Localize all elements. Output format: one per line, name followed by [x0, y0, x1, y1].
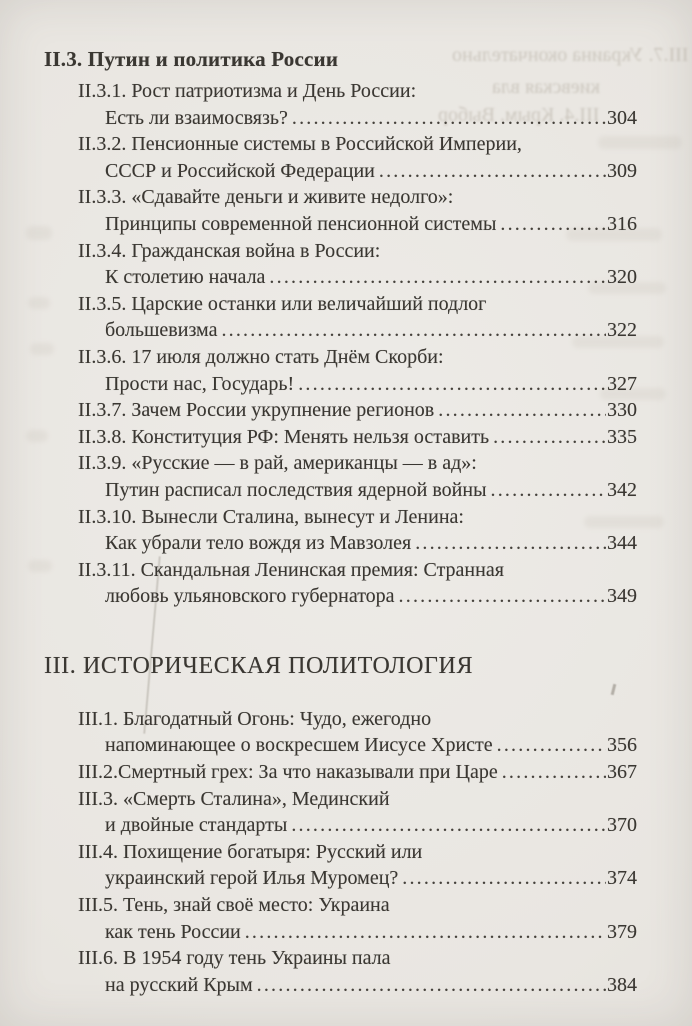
toc-entry-line: [44, 78, 637, 105]
toc-entry-title: напоминающее о воскресшем Иисусе Христе: [105, 734, 493, 757]
toc-entry-title: II.3.8. Конституция РФ: Менять нельзя оставить: [78, 425, 490, 448]
toc-entry-line: [44, 238, 637, 265]
toc-entry-line: [44, 184, 637, 211]
toc-entry: [44, 344, 637, 397]
toc-entry: [44, 238, 637, 291]
dot-leader: [415, 530, 606, 557]
toc-entry-line: [44, 371, 637, 398]
toc-entry: [44, 131, 637, 184]
toc-entry-line: [44, 504, 637, 531]
page-number: 370: [607, 814, 637, 837]
toc-entry: [44, 557, 637, 610]
dot-leader: [493, 424, 606, 451]
toc-entry-title: II.3.4. Гражданская война в России:: [78, 239, 381, 262]
toc-entry-title: III.4. Похищение богатыря: Русский или: [78, 840, 423, 863]
toc-entry: [44, 424, 637, 451]
toc-entry-title: любовь ульяновского губернатора: [105, 585, 395, 608]
toc-entry-line: [44, 557, 637, 584]
toc-entry-title: как тень России: [105, 920, 241, 943]
toc-entry: [44, 291, 637, 344]
toc-entry-title: на русский Крым: [105, 973, 253, 996]
page-number: 322: [607, 319, 637, 342]
page-number: 342: [607, 478, 637, 501]
dot-leader: [491, 477, 606, 504]
toc-entry-title: большевизма: [105, 319, 218, 342]
toc-entry: [44, 786, 637, 839]
toc-entry-line: [44, 530, 637, 557]
page-number: 330: [607, 399, 637, 422]
toc-entry: [44, 892, 637, 945]
toc-entry-title: Как убрали тело вождя из Мавзолея: [105, 532, 412, 555]
toc-entry: [44, 706, 637, 759]
dot-leader: [502, 759, 606, 786]
toc-entry-line: [44, 344, 637, 371]
dot-leader: [257, 972, 606, 999]
toc-entry-title: II.3.3. «Сдавайте деньги и живите недолго»:: [78, 186, 454, 209]
toc-entry-line: [44, 732, 637, 759]
toc-entry-line: [44, 477, 637, 504]
page-number: 356: [607, 734, 637, 757]
bleed-through-text: III.4. Крым. Выбор: [438, 104, 600, 126]
toc-entry-title: II.3.2. Пенсионные системы в Российской Империи,: [78, 133, 522, 156]
toc-entry-line: [44, 291, 637, 318]
toc-entry-line: [44, 919, 637, 946]
toc-entry-title: и двойные стандарты: [105, 814, 288, 837]
toc-entry-title: II.3.11. Скандальная Ленинская премия: Странная: [78, 558, 504, 581]
toc-entry-title: II.3.7. Зачем России укрупнение регионов: [78, 399, 435, 422]
toc-entry-title: Прости нас, Государь!: [105, 372, 295, 395]
dot-leader: [292, 105, 606, 132]
table-of-contents: [44, 46, 637, 998]
toc-entry-line: [44, 786, 637, 813]
dot-leader: [402, 865, 606, 892]
toc-entry-line: [44, 317, 637, 344]
toc-entry-title: II.3.9. «Русские — в рай, американцы — в ад»:: [78, 452, 477, 475]
page-number: 316: [607, 212, 637, 235]
toc-entries-part-ii: [44, 78, 637, 610]
toc-entry: [44, 450, 637, 503]
toc-entry-title: II.3.1. Рост патриотизма и День России:: [78, 80, 417, 102]
toc-entry-title: III.3. «Смерть Сталина», Мединский: [78, 787, 390, 810]
toc-entry: [44, 397, 637, 424]
page-number: 379: [607, 920, 637, 943]
toc-entry-line: [44, 945, 637, 972]
toc-entry-line: [44, 706, 637, 733]
dot-leader: [291, 812, 606, 839]
toc-entry-line: [44, 211, 637, 238]
toc-entry-title: Путин расписал последствия ядерной войны: [105, 478, 487, 501]
page-number: 349: [607, 585, 637, 608]
toc-entry: [44, 839, 637, 892]
dot-leader: [438, 397, 606, 424]
toc-entry-title: II.3.10. Вынесли Сталина, вынесут и Ленина:: [78, 505, 464, 528]
page-number: 327: [607, 372, 637, 395]
toc-entry-line: [44, 865, 637, 892]
toc-entry-title: К столетию начала: [105, 266, 266, 289]
toc-entry-title: Есть ли взаимосвязь?: [105, 106, 288, 129]
toc-entry-line: [44, 105, 637, 132]
dot-leader: [245, 919, 606, 946]
toc-entry-line: [44, 839, 637, 866]
toc-entry-line: [44, 158, 637, 185]
toc-entry-line: [44, 397, 637, 424]
toc-entry-title: III.1. Благодатный Огонь: Чудо, ежегодно: [78, 707, 432, 730]
toc-entry-line: [44, 583, 637, 610]
toc-entry-title: III.2.Смертный грех: За что наказывали при Царе: [78, 761, 498, 784]
section-heading-iii: III. ИСТОРИЧЕСКАЯ ПОЛИТОЛОГИЯ: [44, 652, 474, 679]
page-number: 374: [607, 867, 637, 890]
toc-entry-line: [44, 131, 637, 158]
dot-leader: [379, 158, 606, 185]
page-number: 344: [607, 532, 637, 555]
dot-leader: [497, 732, 606, 759]
toc-entry-title: украинский герой Илья Муромец?: [105, 867, 399, 890]
toc-entry-line: [44, 892, 637, 919]
toc-entry-title: III.6. В 1954 году тень Украины пала: [78, 947, 391, 970]
page-number: 367: [607, 761, 637, 784]
bleed-through-text: III.7. Украина окончательно: [452, 44, 689, 66]
toc-entry-title: III.5. Тень, знай своё место: Украина: [78, 894, 390, 917]
toc-entries-part-iii: [44, 706, 637, 999]
toc-entry: [44, 504, 637, 557]
section-heading-ii-3: II.3. Путин и политика России: [44, 47, 339, 71]
toc-entry: [44, 759, 637, 786]
toc-entry-line: [44, 759, 637, 786]
toc-entry-line: [44, 264, 637, 291]
toc-entry-line: [44, 450, 637, 477]
toc-entry: [44, 184, 637, 237]
toc-entry-line: [44, 972, 637, 999]
toc-entry-title: СССР и Российской Федерации: [105, 159, 375, 182]
dot-leader: [269, 264, 606, 291]
page-number: 384: [607, 973, 637, 996]
dot-leader: [298, 371, 606, 398]
toc-entry-title: II.3.6. 17 июля должно стать Днём Скорби:: [78, 345, 444, 368]
page-number: 309: [607, 159, 637, 182]
toc-entry-title: Принципы современной пенсионной системы: [105, 212, 497, 235]
toc-entry-line: [44, 424, 637, 451]
dot-leader: [500, 211, 606, 238]
page-number: 304: [607, 106, 637, 129]
dot-leader: [399, 583, 606, 610]
bleed-through-text: киевская вла: [492, 76, 601, 98]
toc-entry-title: II.3.5. Царские останки или величайший подлог: [78, 292, 487, 315]
toc-entry: [44, 78, 637, 131]
dot-leader: [221, 317, 606, 344]
page-number: 320: [607, 266, 637, 289]
page-number: 335: [607, 425, 637, 448]
toc-entry-line: [44, 812, 637, 839]
toc-entry: [44, 945, 637, 998]
